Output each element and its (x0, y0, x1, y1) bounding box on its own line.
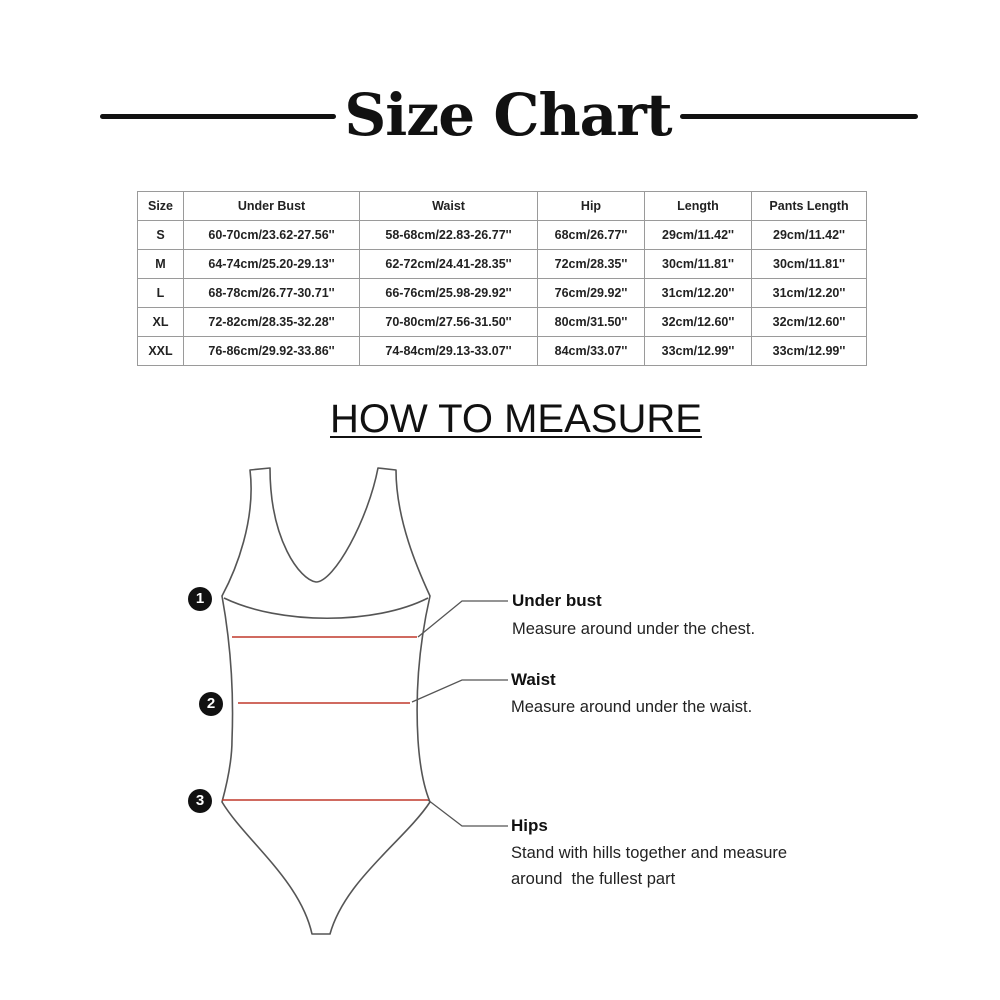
table-cell: XL (138, 308, 184, 337)
table-cell: 29cm/11.42'' (752, 221, 867, 250)
bodysuit-outline (222, 468, 430, 934)
table-cell: M (138, 250, 184, 279)
table-cell: 72-82cm/28.35-32.28'' (184, 308, 360, 337)
table-cell: L (138, 279, 184, 308)
table-cell: S (138, 221, 184, 250)
table-cell: 62-72cm/24.41-28.35'' (360, 250, 538, 279)
column-header: Under Bust (184, 192, 360, 221)
hips-description: Stand with hills together and measure around the fullest part (511, 844, 788, 888)
waist-leader (412, 680, 508, 702)
column-header: Size (138, 192, 184, 221)
table-cell: 60-70cm/23.62-27.56'' (184, 221, 360, 250)
under-bust-label: Under bust (512, 591, 602, 610)
measure-number-badge: 1 (188, 587, 212, 611)
hips-leader (428, 800, 508, 826)
column-header: Length (645, 192, 752, 221)
hips-label: Hips (511, 816, 548, 835)
table-cell: 64-74cm/25.20-29.13'' (184, 250, 360, 279)
table-cell: 58-68cm/22.83-26.77'' (360, 221, 538, 250)
table-cell: 66-76cm/25.98-29.92'' (360, 279, 538, 308)
column-header: Pants Length (752, 192, 867, 221)
waist-description: Measure around under the waist. (511, 698, 753, 716)
table-cell: 30cm/11.81'' (645, 250, 752, 279)
column-header: Waist (360, 192, 538, 221)
table-cell: 76-86cm/29.92-33.86'' (184, 337, 360, 366)
how-to-measure-heading: HOW TO MEASURE (330, 397, 702, 441)
table-cell: 30cm/11.81'' (752, 250, 867, 279)
table-cell: 70-80cm/27.56-31.50'' (360, 308, 538, 337)
measure-number-badge: 3 (188, 789, 212, 813)
table-cell: 31cm/12.20'' (752, 279, 867, 308)
table-cell: 29cm/11.42'' (645, 221, 752, 250)
page-title: Size Chart (344, 81, 672, 149)
table-cell: 74-84cm/29.13-33.07'' (360, 337, 538, 366)
table-cell: 33cm/12.99'' (645, 337, 752, 366)
table-cell: 32cm/12.60'' (752, 308, 867, 337)
table-cell: 84cm/33.07'' (538, 337, 645, 366)
table-cell: 68-78cm/26.77-30.71'' (184, 279, 360, 308)
column-header: Hip (538, 192, 645, 221)
table-cell: 80cm/31.50'' (538, 308, 645, 337)
table-cell: 33cm/12.99'' (752, 337, 867, 366)
measure-lines (222, 637, 428, 800)
measure-number-badge: 2 (199, 692, 223, 716)
under-bust-leader (418, 601, 508, 637)
table-cell: 76cm/29.92'' (538, 279, 645, 308)
under-bust-description: Measure around under the chest. (512, 620, 756, 638)
table-cell: 32cm/12.60'' (645, 308, 752, 337)
table-cell: 31cm/12.20'' (645, 279, 752, 308)
waist-label: Waist (511, 670, 556, 689)
table-cell: XXL (138, 337, 184, 366)
table-cell: 68cm/26.77'' (538, 221, 645, 250)
table-cell: 72cm/28.35'' (538, 250, 645, 279)
